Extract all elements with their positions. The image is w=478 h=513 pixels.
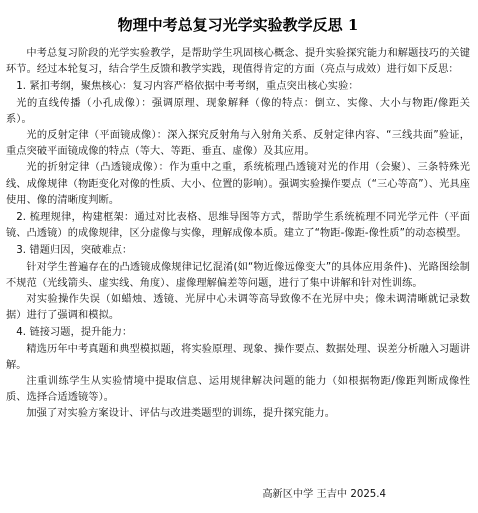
section-4-item-abilities: 注重训练学生从实验情境中提取信息、运用规律解决问题的能力（如根据物距/像距判断成像性质、选择合适透镜等）。 (6, 376, 470, 404)
section-1-item-reflection: 光的反射定律（平面镜成像）：深入探究反射角与入射角关系、反射定律内容、“三线共面”验证，重点突破平面镜成像的特点（等大、等距、垂直、虚像）及其应用。 (6, 130, 470, 158)
section-4-item-design: 加强了对实验方案设计、评估与改进类题型的训练，提升探究能力。 (26, 408, 336, 420)
section-2-paragraph: 2. 梳理规律，构建框架：通过对比表格、思维导图等方式，帮助学生系统梳理不同光学元件（平面镜、凸透镜）的成像规律，区分虚像与实像，理解成像本质。建立了“物距-像距-像性质”的动态模型。 (6, 212, 470, 240)
section-3-item-operations: 对实验操作失误（如蜡烛、透镜、光屏中心未调等高导致像不在光屏中央；像未调清晰就记录数据）进行了强调和模拟。 (6, 294, 470, 322)
section-3-heading: 3. 错题归因，突破难点： (16, 245, 133, 257)
section-4-heading: 4. 链接习题，提升能力： (16, 327, 133, 339)
section-1-item-refraction: 光的折射定律（凸透镜成像）：作为重中之重，系统梳理凸透镜对光的作用（会聚）、三条特殊光线、成像规律（物距变化对像的性质、大小、位置的影响）。强调实验操作要点（“三心等高”）、光具座使用、像的清晰度判断。 (6, 162, 470, 206)
page-title: 物理中考总复习光学实验教学反思 1 (117, 16, 359, 34)
section-1-item-rectilinear: 光的直线传播（小孔成像）：强调原理、现象解释（像的特点：倒立、实像、大小与物距/像距关系）。 (6, 97, 470, 125)
section-3-item-mistakes: 针对学生普遍存在的凸透镜成像规律记忆混淆(如“物近像远像变大”的具体应用条件)、光路图绘制不规范（光线箭头、虚实线、角度）、虚像理解偏差等问题，进行了集中讲解和针对性训练。 (6, 261, 470, 289)
author-signature: 高新区中学 王吉中 2025.4 (262, 489, 386, 500)
section-1-heading: 1. 紧扣考纲，聚焦核心：复习内容严格依据中考考纲，重点突出核心实验： (16, 81, 359, 93)
intro-paragraph: 中考总复习阶段的光学实验教学，是帮助学生巩固核心概念、提升实验探究能力和解题技巧的关键环节。经过本轮复习，结合学生反馈和教学实践，现值得肯定的方面（亮点与成效）进行如下反思： (6, 48, 470, 76)
section-4-item-exercises: 精选历年中考真题和典型模拟题，将实验原理、现象、操作要点、数据处理、误差分析融入习题讲解。 (6, 343, 470, 371)
